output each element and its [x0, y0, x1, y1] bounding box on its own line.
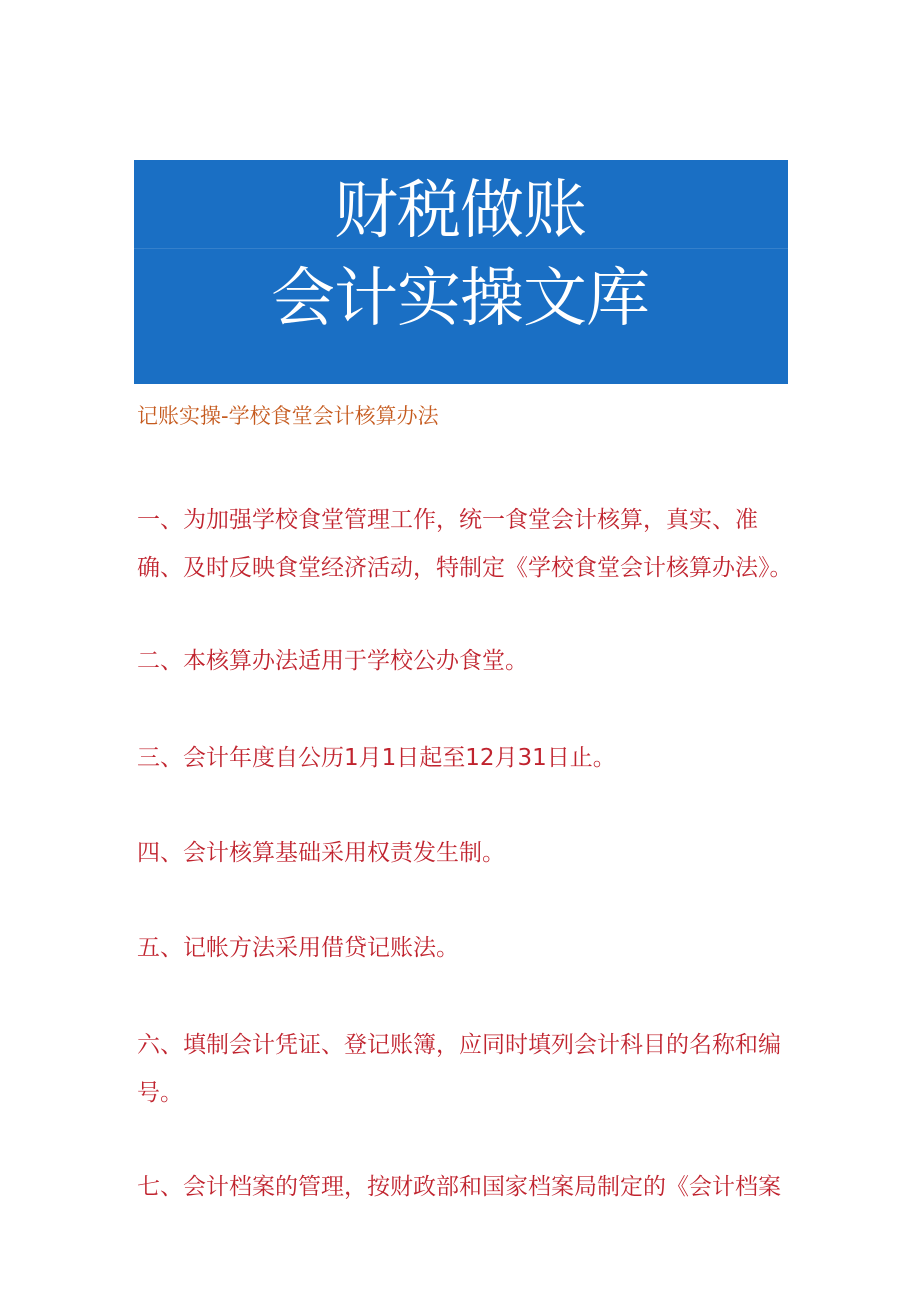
paragraph-7: 七、会计档案的管理，按财政部和国家档案局制定的《会计档案 — [137, 1174, 781, 1200]
document-subtitle: 记账实操-学校食堂会计核算办法 — [137, 404, 439, 428]
paragraph-6: 六、填制会计凭证、登记账簿，应同时填列会计科目的名称和编号。 — [137, 1032, 781, 1106]
paragraph-4: 四、会计核算基础采用权责发生制。 — [137, 840, 505, 866]
banner-title-line-1: 财税做账 — [334, 174, 586, 248]
paragraph-1: 一、为加强学校食堂管理工作，统一食堂会计核算，真实、准确、及时反映食堂经济活动，特制定《学校食堂会计核算办法》。 — [137, 507, 793, 581]
paragraph-3: 三、会计年度自公历1月1日起至12月31日止。 — [137, 745, 616, 771]
paragraph-2: 二、本核算办法适用于学校公办食堂。 — [137, 648, 528, 674]
paragraph-5: 五、记帐方法采用借贷记账法。 — [137, 935, 459, 961]
banner-title-line-2: 会计实操文库 — [271, 262, 649, 336]
